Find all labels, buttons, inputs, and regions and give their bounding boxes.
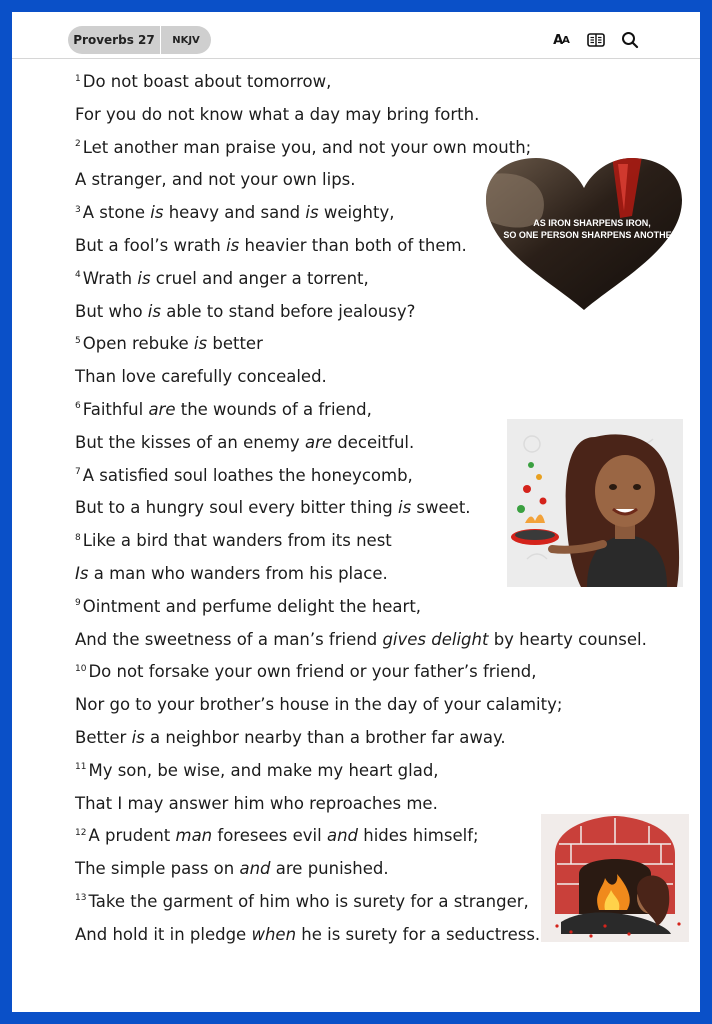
verse-text: But to a hungry soul every bitter thing xyxy=(75,498,398,518)
verse-text: he is surety for a seductress. xyxy=(296,924,541,944)
verse-text: My son, be wise, and make my heart glad, xyxy=(88,760,439,780)
verse-text: foresees evil xyxy=(212,826,327,846)
book-chapter-button[interactable] xyxy=(68,26,161,54)
verse-text: But the kisses of an enemy xyxy=(75,432,305,452)
heart-caption-line2: SO ONE PERSON SHARPENS ANOTHER. xyxy=(503,230,681,240)
verse-line xyxy=(75,722,675,755)
verse-text: For you do not know what a day may bring forth. xyxy=(75,104,480,124)
verse-text-italic: are xyxy=(304,432,332,452)
verse-text-italic: is xyxy=(226,235,240,255)
verse-text: the wounds of a friend, xyxy=(175,399,372,419)
verse-number: 1 xyxy=(75,73,81,84)
verse-text: heavy and sand xyxy=(163,203,306,223)
verse-number: 3 xyxy=(75,204,81,215)
verse-text: are punished. xyxy=(270,859,389,879)
verse-number: 6 xyxy=(75,401,81,412)
verse-text: Like a bird that wanders from its nest xyxy=(82,531,392,551)
verse-text: Better xyxy=(75,727,132,747)
verse-text-italic: is xyxy=(131,727,145,747)
verse-line xyxy=(75,66,675,99)
verse-text: But a fool’s wrath xyxy=(75,235,227,255)
verse-text: Faithful xyxy=(82,399,149,419)
verse-text-italic: Is xyxy=(75,563,89,583)
verse-text: deceitful. xyxy=(332,432,415,452)
verse-number: 10 xyxy=(75,663,87,674)
verse-text: Do not forsake your own friend or your father’s friend, xyxy=(88,662,537,682)
verse-text: A stone xyxy=(82,203,151,223)
verse-line xyxy=(75,328,675,361)
version-button[interactable] xyxy=(161,26,211,54)
verse-text: Wrath xyxy=(82,268,138,288)
verse-text-italic: is xyxy=(305,203,319,223)
verse-text: A stranger, and not your own lips. xyxy=(75,170,356,190)
verse-line xyxy=(75,361,675,394)
verse-text: hides himself; xyxy=(358,826,479,846)
verse-text-italic: is xyxy=(193,334,208,354)
verse-number: 13 xyxy=(75,893,87,904)
verse-text: by hearty counsel. xyxy=(488,629,647,649)
verse-number: 4 xyxy=(75,270,81,281)
verse-text: That I may answer him who reproaches me. xyxy=(75,793,438,813)
reader-page xyxy=(12,12,700,1012)
verse-line xyxy=(75,755,675,788)
verse-text: Let another man praise you, and not your own mouth; xyxy=(82,137,532,157)
reader-toolbar xyxy=(12,12,700,59)
verse-text: But who xyxy=(75,301,148,321)
verse-text: heavier than both of them. xyxy=(239,235,467,255)
version-label: NKJV xyxy=(172,34,200,46)
verse-text-italic: are xyxy=(148,399,176,419)
verse-text: The simple pass on xyxy=(75,859,240,879)
verse-number: 7 xyxy=(75,467,81,478)
verse-text: A prudent xyxy=(88,826,176,846)
verse-text: Than love carefully concealed. xyxy=(75,367,327,387)
verse-text: Open rebuke xyxy=(82,334,194,354)
verse-text-italic: is xyxy=(137,268,151,288)
verse-number: 12 xyxy=(75,827,87,838)
verse-line xyxy=(75,591,675,624)
verse-text: Do not boast about tomorrow, xyxy=(82,72,332,91)
verse-text-italic: when xyxy=(251,924,297,944)
fireplace-avatar-image xyxy=(541,814,689,942)
verse-text-italic: man xyxy=(175,826,213,846)
cooking-avatar-image xyxy=(507,419,683,587)
verse-text: A satisfied soul loathes the honeycomb, xyxy=(82,465,413,485)
verse-line xyxy=(75,99,675,132)
verse-line xyxy=(75,689,675,722)
book-chapter-label: Proverbs 27 xyxy=(73,33,155,47)
verse-text: a neighbor nearby than a brother far away. xyxy=(144,727,506,747)
verse-text-italic: gives delight xyxy=(382,629,489,649)
verse-number: 5 xyxy=(75,335,81,346)
verse-line xyxy=(75,624,675,657)
verse-text: better xyxy=(207,334,263,354)
verse-text: Take the garment of him who is surety for a stranger, xyxy=(88,891,529,911)
verse-number: 11 xyxy=(75,762,87,773)
verse-text: cruel and anger a torrent, xyxy=(150,268,369,288)
verse-text: sweet. xyxy=(411,498,471,518)
verse-number: 2 xyxy=(75,139,81,150)
verse-text-italic: is xyxy=(398,498,412,518)
heart-quote-image xyxy=(482,156,686,312)
verse-text-italic: is xyxy=(147,301,161,321)
verse-line xyxy=(75,656,675,689)
verse-number: 8 xyxy=(75,532,81,543)
search-icon[interactable] xyxy=(620,30,640,50)
verse-text: And hold it in pledge xyxy=(75,924,252,944)
verse-text: Ointment and perfume delight the heart, xyxy=(82,596,422,616)
font-size-icon[interactable]: A A xyxy=(553,32,569,48)
reader-mode-icon[interactable] xyxy=(586,30,606,50)
verse-text-italic: and xyxy=(239,859,271,879)
verse-text: weighty, xyxy=(318,203,395,223)
verse-text-italic: and xyxy=(326,826,358,846)
verse-text: And the sweetness of a man’s friend xyxy=(75,629,383,649)
heart-caption-line1: AS IRON SHARPENS IRON, xyxy=(533,218,651,228)
verse-number: 9 xyxy=(75,598,81,609)
verse-text: Nor go to your brother’s house in the day of your calamity; xyxy=(75,695,563,715)
verse-text: able to stand before jealousy? xyxy=(160,301,416,321)
verse-text: a man who wanders from his place. xyxy=(88,563,388,583)
verse-text-italic: is xyxy=(150,203,164,223)
